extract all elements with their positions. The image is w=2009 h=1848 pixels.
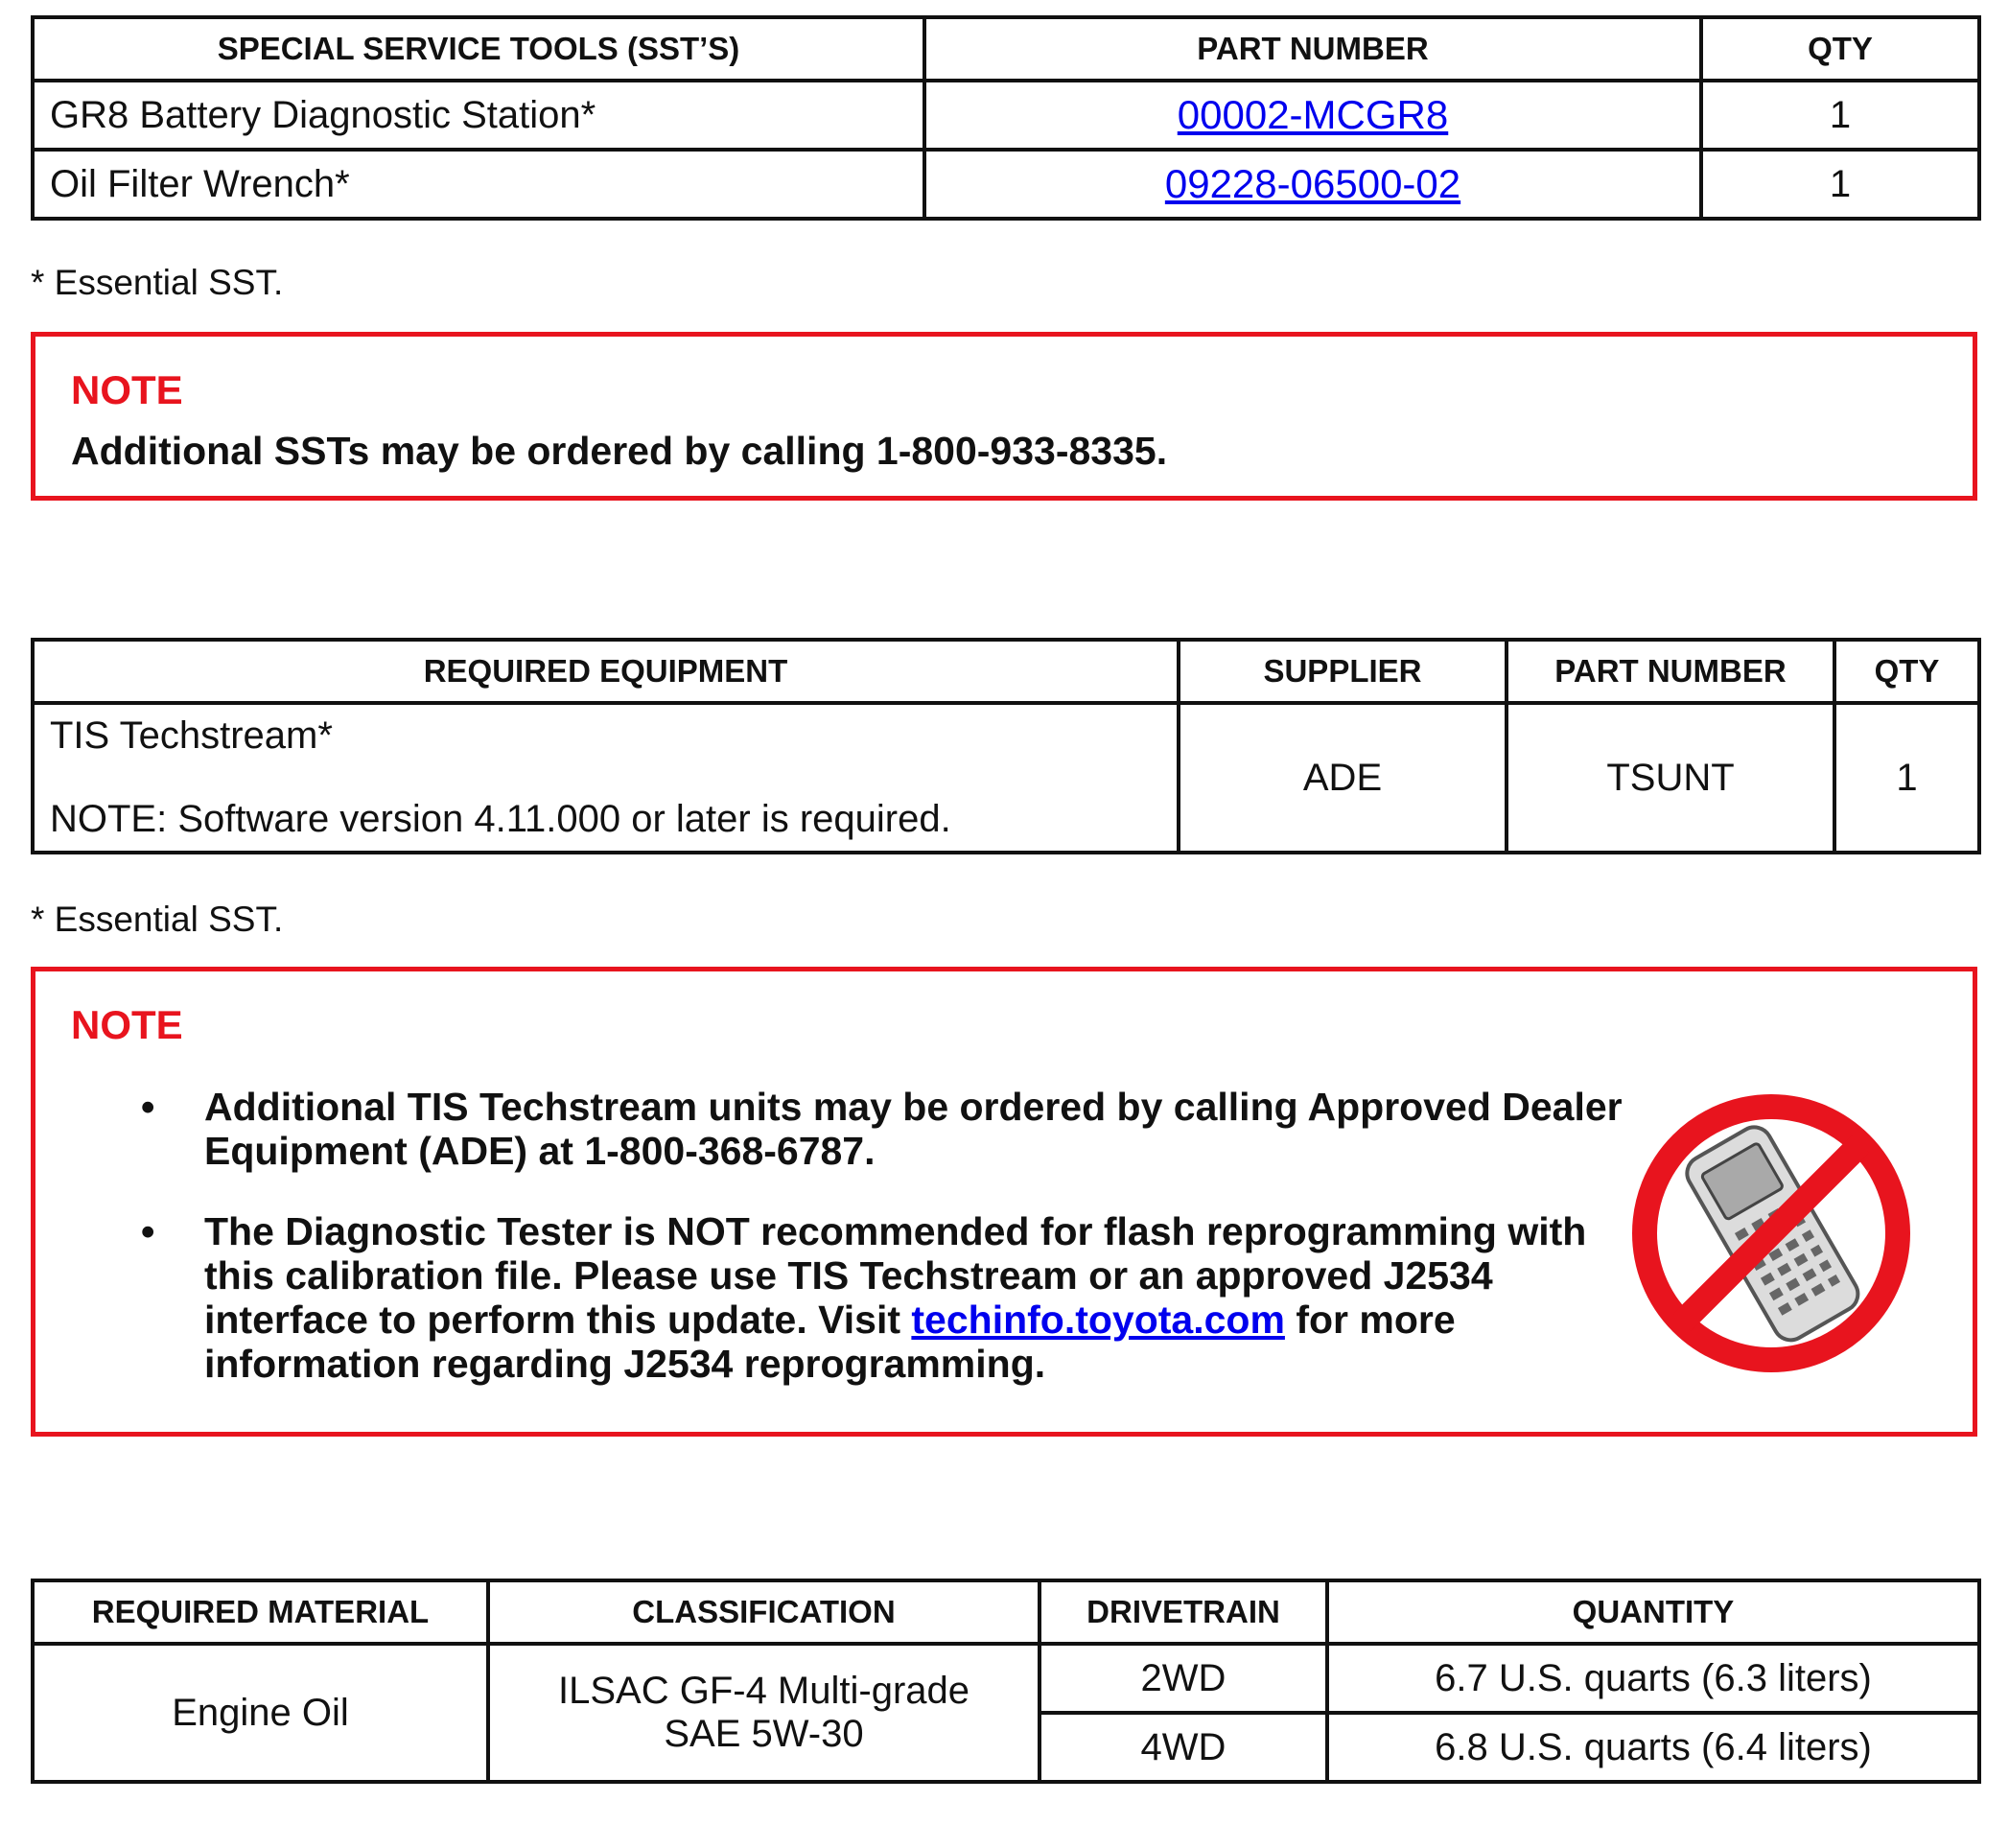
equipment-header-qty: QTY bbox=[1834, 640, 1979, 703]
bullet-icon: • bbox=[141, 1085, 155, 1129]
material-header-classification: CLASSIFICATION bbox=[488, 1580, 1040, 1644]
equipment-supplier: ADE bbox=[1179, 703, 1507, 853]
equipment-qty: 1 bbox=[1834, 703, 1979, 853]
essential-sst-footnote: * Essential SST. bbox=[31, 263, 284, 302]
note-box-techstream bbox=[31, 967, 1977, 1437]
material-quantity: 6.7 U.S. quarts (6.3 liters) bbox=[1327, 1644, 1979, 1713]
material-table-header-row bbox=[33, 1580, 1979, 1644]
sst-tool-name: Oil Filter Wrench* bbox=[33, 150, 924, 219]
bullet-text: Additional TIS Techstream units may be ordered by calling Approved Dealer Equipment (ADE) at 1-800-368-6787. bbox=[204, 1085, 1623, 1173]
equipment-header-supplier: SUPPLIER bbox=[1179, 640, 1507, 703]
equipment-table bbox=[31, 638, 1981, 854]
bullet-icon: • bbox=[141, 1209, 155, 1253]
no-diagnostic-tester-icon bbox=[1623, 1085, 1920, 1382]
equipment-header-part-number: PART NUMBER bbox=[1507, 640, 1834, 703]
classification-line: ILSAC GF-4 Multi-grade bbox=[557, 1670, 970, 1712]
table-row bbox=[33, 1644, 1979, 1713]
bullet-text-part: The Diagnostic Tester is NOT recommended for flash reprogramming with this calibration file. Please use TIS Techstream or an approved J2534 interface to perform this update. Visit bbox=[204, 1209, 1587, 1342]
material-header-material: REQUIRED MATERIAL bbox=[33, 1580, 488, 1644]
table-row bbox=[33, 150, 1979, 219]
equipment-header-equipment: REQUIRED EQUIPMENT bbox=[33, 640, 1179, 703]
part-number-link[interactable]: 00002-MCGR8 bbox=[1177, 92, 1449, 137]
sst-qty: 1 bbox=[1701, 81, 1979, 150]
equipment-part-number: TSUNT bbox=[1507, 703, 1834, 853]
note-box-sst bbox=[31, 332, 1977, 501]
sst-table-header-row bbox=[33, 17, 1979, 81]
essential-sst-footnote: * Essential SST. bbox=[31, 900, 284, 939]
classification-line: SAE 5W-30 bbox=[664, 1713, 864, 1755]
list-item bbox=[141, 1085, 1637, 1173]
equipment-name: TIS Techstream* bbox=[50, 714, 333, 757]
bullet-text-part: for more information regarding J2534 reprogramming. bbox=[204, 1298, 1456, 1386]
list-item bbox=[141, 1209, 1637, 1386]
techinfo-link[interactable]: techinfo.toyota.com bbox=[911, 1298, 1285, 1342]
material-quantity: 6.8 U.S. quarts (6.4 liters) bbox=[1327, 1713, 1979, 1782]
equipment-cell bbox=[33, 703, 1179, 853]
part-number-link[interactable]: 09228-06500-02 bbox=[1164, 161, 1461, 206]
sst-table bbox=[31, 15, 1981, 221]
material-table bbox=[31, 1579, 1981, 1784]
sst-tool-name: GR8 Battery Diagnostic Station* bbox=[33, 81, 924, 150]
sst-header-qty: QTY bbox=[1701, 17, 1979, 81]
sst-part-number-cell bbox=[924, 81, 1701, 150]
sst-header-tools: SPECIAL SERVICE TOOLS (SST’S) bbox=[33, 17, 924, 81]
material-header-drivetrain: DRIVETRAIN bbox=[1040, 1580, 1327, 1644]
equipment-software-note: NOTE: Software version 4.11.000 or later is required. bbox=[50, 798, 951, 840]
sst-header-part-number: PART NUMBER bbox=[924, 17, 1701, 81]
note-text: Additional SSTs may be ordered by calling 1-800-933-8335. bbox=[71, 429, 1168, 473]
material-drivetrain: 2WD bbox=[1040, 1644, 1327, 1713]
material-name: Engine Oil bbox=[33, 1644, 488, 1782]
sst-part-number-cell bbox=[924, 150, 1701, 219]
sst-qty: 1 bbox=[1701, 150, 1979, 219]
material-drivetrain: 4WD bbox=[1040, 1713, 1327, 1782]
note-bullet-list bbox=[141, 1085, 1637, 1422]
note-title: NOTE bbox=[71, 1002, 183, 1047]
material-classification bbox=[488, 1644, 1040, 1782]
material-header-quantity: QUANTITY bbox=[1327, 1580, 1979, 1644]
equipment-table-header-row bbox=[33, 640, 1979, 703]
table-row bbox=[33, 703, 1979, 853]
note-title: NOTE bbox=[71, 367, 183, 412]
table-row bbox=[33, 81, 1979, 150]
